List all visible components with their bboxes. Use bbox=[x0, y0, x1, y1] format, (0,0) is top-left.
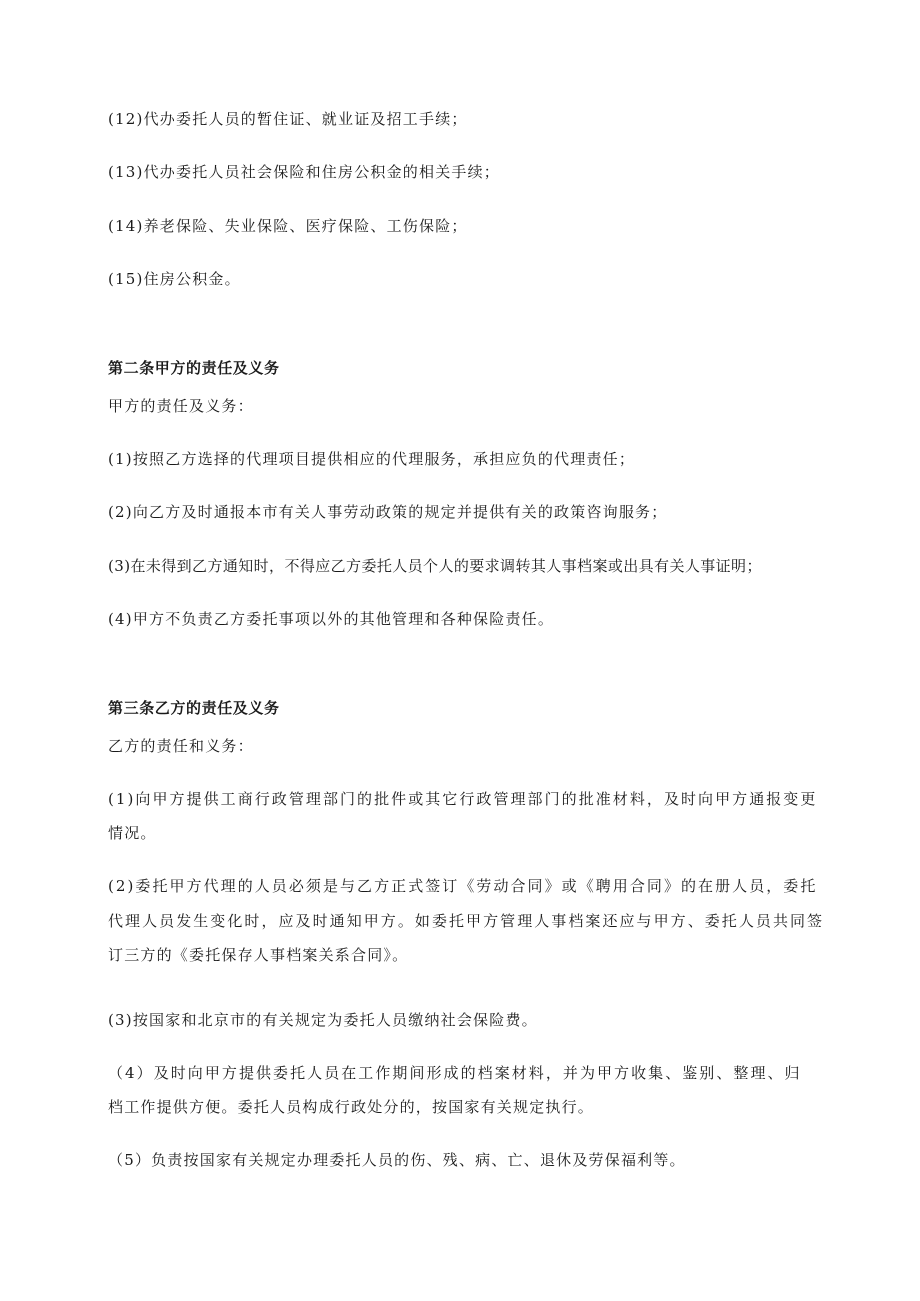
section-heading: 第三条乙方的责任及义务 bbox=[108, 699, 280, 717]
list-item: (15)住房公积金。 bbox=[108, 270, 241, 288]
paragraph-line: 情况。 bbox=[108, 824, 157, 842]
paragraph-line: 订三方的《委托保存人事档案关系合同》。 bbox=[108, 946, 409, 964]
paragraph-line: (2)委托甲方代理的人员必须是与乙方正式签订《劳动合同》或《聘用合同》的在册人员，委托 bbox=[108, 877, 818, 895]
paragraph-line: （4）及时向甲方提供委托人员在工作期间形成的档案材料，并为甲方收集、鉴别、整理、归 bbox=[108, 1064, 802, 1082]
list-item: (13)代办委托人员社会保险和住房公积金的相关手续； bbox=[108, 163, 500, 181]
paragraph-line: 档工作提供方便。委托人员构成行政处分的，按国家有关规定执行。 bbox=[108, 1098, 595, 1116]
list-item: (12)代办委托人员的暂住证、就业证及招工手续； bbox=[108, 110, 468, 128]
list-item: (1)按照乙方选择的代理项目提供相应的代理服务，承担应负的代理责任； bbox=[108, 450, 636, 468]
paragraph-line: (1)向甲方提供工商行政管理部门的批件或其它行政管理部门的批准材料，及时向甲方通报变更 bbox=[108, 790, 818, 808]
section-intro: 甲方的责任及义务： bbox=[108, 397, 254, 415]
section-intro: 乙方的责任和义务： bbox=[108, 737, 254, 755]
section-heading: 第二条甲方的责任及义务 bbox=[108, 359, 280, 377]
list-item: (3)在未得到乙方通知时，不得应乙方委托人员个人的要求调转其人事档案或出具有关人事证明； bbox=[108, 557, 762, 575]
list-item: (2)向乙方及时通报本市有关人事劳动政策的规定并提供有关的政策咨询服务； bbox=[108, 503, 668, 521]
list-item: （5）负责按国家有关规定办理委托人员的伤、残、病、亡、退休及劳保福利等。 bbox=[108, 1151, 686, 1169]
list-item: (14)养老保险、失业保险、医疗保险、工伤保险； bbox=[108, 217, 468, 235]
list-item: (3)按国家和北京市的有关规定为委托人员缴纳社会保险费。 bbox=[108, 1011, 538, 1029]
paragraph-line: 代理人员发生变化时，应及时通知甲方。如委托甲方管理人事档案还应与甲方、委托人员共同签 bbox=[108, 912, 825, 930]
list-item: (4)甲方不负责乙方委托事项以外的其他管理和各种保险责任。 bbox=[108, 610, 555, 628]
